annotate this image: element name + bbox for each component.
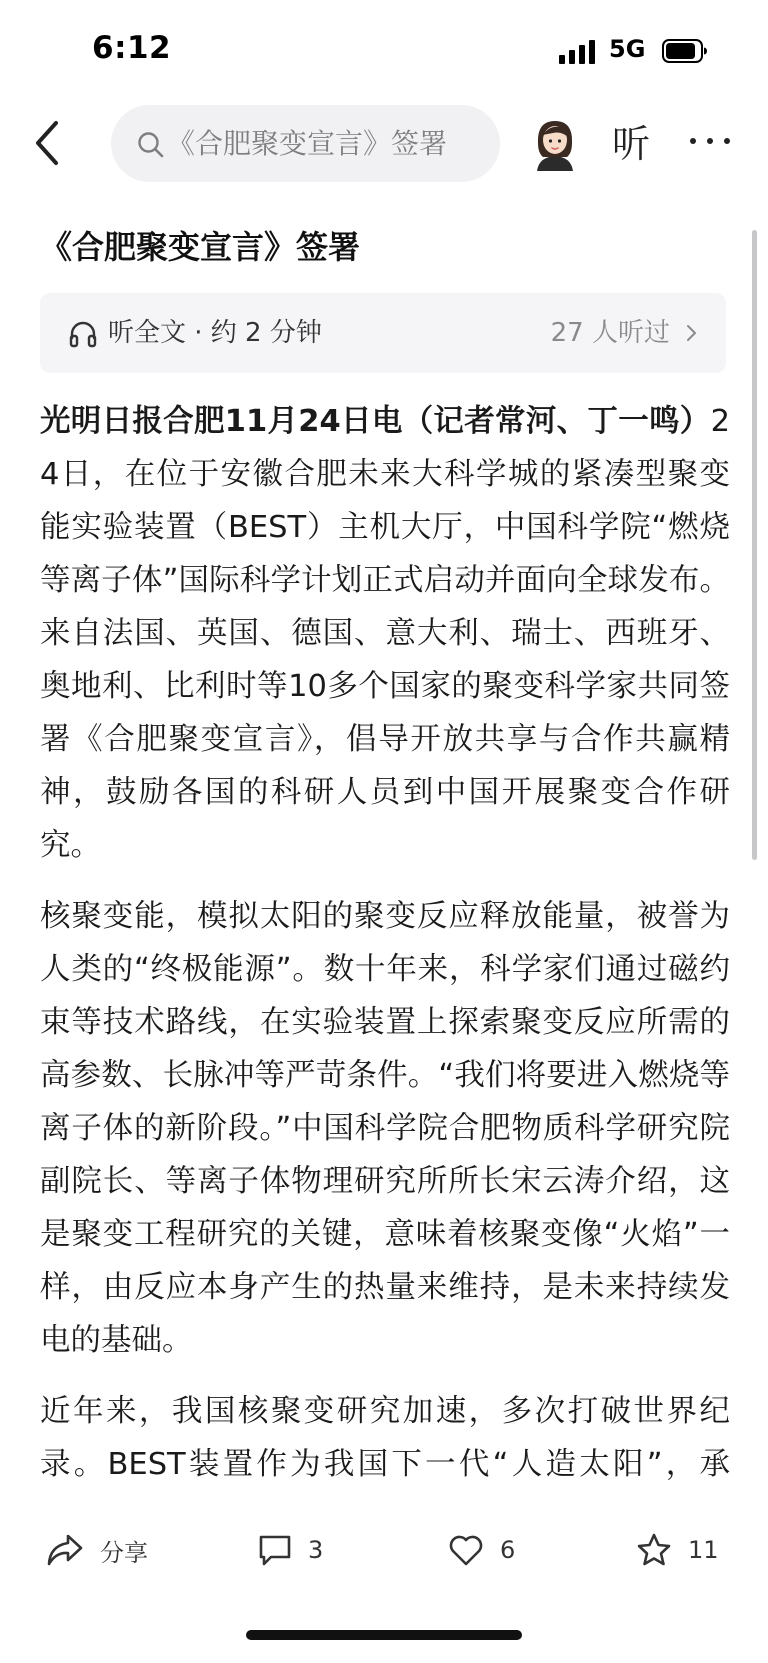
comment-icon — [258, 1533, 292, 1567]
paragraph-1-text: 24日，在位于安徽合肥未来大科学城的紧凑型聚变能实验装置（BEST）主机大厅，中国科学院“燃烧等离子体”国际科学计划正式启动并面向全球发布。来自法国、英国、德国、意大利、瑞士、西班牙、奥地利、比利时等10多个国家的聚变科学家共同签署《合肥聚变宣言》，倡导开放共享与合作共赢精神，鼓励各国的科研人员到中国开展聚变合作研究。 — [40, 404, 730, 863]
avatar[interactable] — [531, 117, 579, 171]
search-box[interactable] — [111, 105, 500, 182]
listen-full-text-label: 听全文 · 约 2 分钟 — [108, 318, 322, 348]
more-button[interactable] — [690, 138, 730, 148]
back-button[interactable] — [30, 116, 74, 170]
paragraph-3: 近年来，我国核聚变研究加速，多次打破世界纪录。BEST装置作为我国下一代“人造太阳”，承 — [40, 1394, 730, 1482]
comment-count: 3 — [308, 1536, 324, 1564]
like-count: 6 — [500, 1536, 516, 1564]
article-body — [40, 395, 730, 1500]
article-title: 《合肥聚变宣言》签署 — [40, 228, 361, 266]
battery-icon — [662, 39, 708, 63]
bottom-action-bar — [0, 1500, 768, 1663]
paragraph-1 — [40, 395, 730, 872]
home-indicator[interactable] — [246, 1630, 522, 1640]
chevron-left-icon — [30, 116, 74, 170]
like-button[interactable] — [448, 1530, 515, 1570]
favorite-count: 11 — [688, 1536, 719, 1564]
headphone-icon — [68, 319, 98, 349]
network-type: 5G — [609, 35, 646, 63]
status-time: 6:12 — [92, 30, 172, 66]
star-icon — [636, 1532, 672, 1568]
heart-icon — [448, 1533, 484, 1567]
status-bar — [0, 0, 768, 100]
share-icon — [46, 1532, 84, 1568]
scrollbar[interactable] — [752, 230, 757, 860]
chevron-right-icon — [686, 324, 698, 342]
article-lead: 光明日报合肥11月24日电（记者常河、丁一鸣） — [40, 404, 711, 439]
favorite-button[interactable] — [636, 1530, 719, 1570]
search-icon — [137, 131, 165, 159]
share-button[interactable] — [46, 1530, 148, 1570]
paragraph-2: 核聚变能，模拟太阳的聚变反应释放能量，被誉为人类的“终极能源”。数十年来，科学家们通过磁约束等技术路线，在实验装置上探索聚变反应所需的高参数、长脉冲等严苛条件。“我们将要进入燃烧等离子体的新阶段。”中国科学院合肥物质科学研究院副院长、等离子体物理研究所所长宋云涛介绍，这是聚变工程研究的关键，意味着核聚变像“火焰”一样，由反应本身产生的热量来维持，是未来持续发电的基础。 — [40, 899, 730, 1358]
comment-button[interactable] — [258, 1530, 323, 1570]
search-query-text: 《合肥聚变宣言》签署 — [167, 127, 448, 160]
signal-strength-icon — [559, 40, 597, 64]
listen-count: 27 人听过 — [550, 318, 670, 348]
more-dots-icon — [690, 138, 696, 144]
listen-full-text-bar[interactable] — [40, 293, 726, 373]
share-label: 分享 — [100, 1538, 148, 1567]
listen-button[interactable]: 听 — [612, 122, 651, 166]
